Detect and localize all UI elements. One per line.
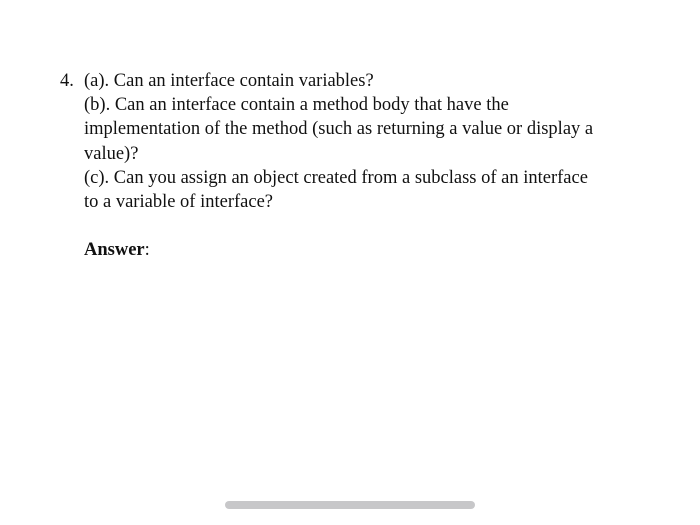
question-4 [60,69,660,262]
question-first-line [60,69,660,93]
answer-label: Answer [84,240,145,261]
question-part-c-line-2: to a variable of interface? [84,192,273,213]
question-number: 4. [60,71,74,91]
question-part-b-line-2: implementation of the method (such as returning a value or display a [84,119,594,140]
answer-section [60,238,660,262]
home-indicator-bar[interactable] [225,501,475,509]
answer-colon: : [144,240,150,261]
question-part-c-line-1: (c). Can you assign an object created from a subclass of an interface [84,167,588,188]
question-part-a: (a). Can an interface contain variables? [84,71,374,91]
question-part-b-line-3: value)? [84,143,139,164]
question-part-b-line-1: (b). Can an interface contain a method body that have the [84,95,509,116]
